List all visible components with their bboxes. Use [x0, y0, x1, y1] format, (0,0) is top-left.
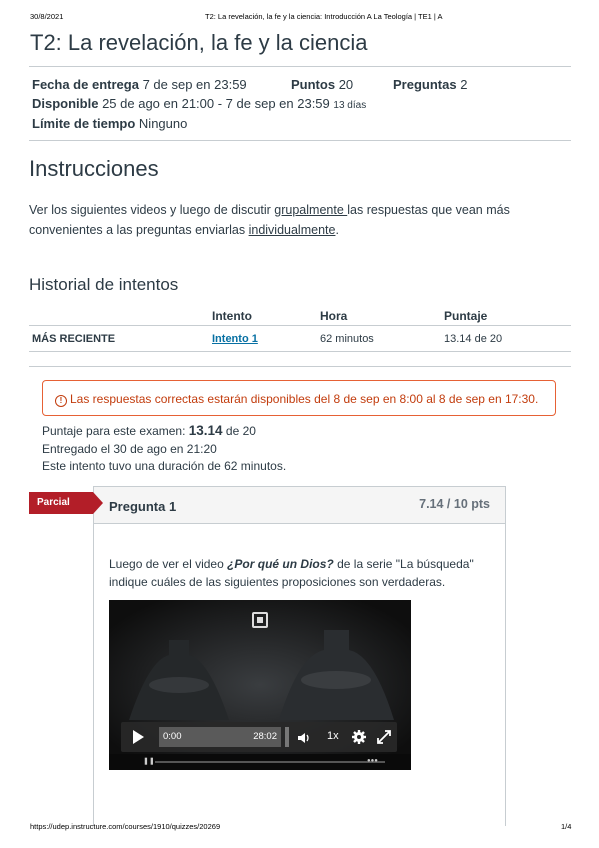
question-text-2: de la serie "La búsqueda" indique cuáles de las siguientes proposiciones son verdaderas.: [109, 557, 474, 589]
points: [291, 77, 353, 92]
partial-tag-label: Parcial: [37, 497, 70, 508]
time-limit-label: Límite de tiempo: [32, 116, 136, 131]
instructions-text-2: las respuestas que vean más convenientes a las preguntas enviarlas: [29, 203, 510, 237]
partial-tag-arrow: [93, 492, 103, 514]
alert-message: [55, 392, 538, 407]
row-label: MÁS RECIENTE: [32, 333, 116, 345]
column-header-score: Puntaje: [444, 309, 488, 323]
question-text-1: Luego de ver el video: [109, 557, 228, 571]
instructions-text: [29, 200, 574, 240]
time-limit-value: Ninguno: [138, 116, 188, 131]
due-date: [32, 77, 247, 92]
table-row-divider: [29, 351, 571, 352]
instructions-heading: Instrucciones: [29, 156, 159, 181]
duration-time: 28:02: [253, 731, 277, 742]
video-controls: [121, 722, 397, 752]
speed-button[interactable]: 1x: [327, 730, 339, 742]
partial-tag: [29, 492, 93, 514]
answers-availability-alert: [42, 380, 556, 416]
due-label: Fecha de entrega: [32, 77, 139, 92]
available-days: 13 días: [333, 100, 367, 111]
print-date: 30/8/2021: [30, 12, 64, 21]
available-label: Disponible: [32, 96, 99, 111]
divider: [29, 366, 571, 367]
settings-gear-icon[interactable]: [352, 730, 366, 749]
questions-label: Preguntas: [393, 77, 457, 92]
score-suffix: de 20: [222, 424, 256, 438]
print-title: T2: La revelación, la fe y la ciencia: Introducción A La Teología | TE1 | A: [205, 12, 443, 21]
submitted-text: Entregado el 30 de ago en 21:20: [42, 442, 217, 456]
instructions-underlined-1: grupalmente: [274, 203, 348, 217]
popout-icon[interactable]: [252, 612, 268, 628]
progress-end: [285, 727, 289, 747]
availability: [32, 96, 366, 111]
alert-text: Las respuestas correctas estarán disponibles del 8 de sep en 8:00 al 8 de sep en 17:30.: [70, 392, 539, 406]
questions-value: 2: [460, 77, 468, 92]
instructions-underlined-2: individualmente: [248, 223, 336, 237]
attempt-link[interactable]: Intento 1: [212, 333, 258, 345]
footer-url: https://udep.instructure.com/courses/1910/quizzes/20269: [30, 822, 221, 831]
score-value: 13.14: [188, 423, 223, 438]
exam-score: [42, 423, 256, 438]
mini-controls-icon[interactable]: ●●●: [367, 758, 378, 764]
time-limit: [32, 116, 187, 131]
due-value: 7 de sep en 23:59: [142, 77, 247, 92]
play-icon[interactable]: [133, 730, 144, 744]
instructions-text-3: .: [335, 223, 339, 237]
footer-page: 1/4: [561, 822, 572, 831]
page-title: T2: La revelación, la fe y la ciencia: [30, 30, 368, 55]
warning-icon: !: [55, 395, 67, 407]
available-value: 25 de ago en 21:00 - 7 de sep en 23:59: [102, 96, 330, 111]
divider: [29, 140, 571, 141]
history-heading: Historial de intentos: [29, 275, 179, 294]
points-value: 20: [338, 77, 354, 92]
mini-control-bar: [109, 754, 411, 770]
instructions-text-1: Ver los siguientes videos y luego de discutir: [29, 203, 275, 217]
question-header: [94, 487, 505, 524]
divider: [29, 66, 571, 67]
table-header-divider: [29, 325, 571, 326]
volume-icon[interactable]: [297, 731, 311, 749]
row-time: 62 minutos: [320, 333, 374, 345]
questions: [393, 77, 467, 92]
current-time: 0:00: [163, 731, 182, 742]
progress-bar[interactable]: [159, 727, 281, 747]
question-points: 7.14 / 10 pts: [419, 497, 490, 511]
video-title: ¿Por qué un Dios?: [227, 557, 334, 571]
mini-progress-bar[interactable]: [155, 761, 385, 763]
mini-pause-icon[interactable]: ❚❚: [143, 758, 155, 765]
points-label: Puntos: [291, 77, 336, 92]
question-title: Pregunta 1: [109, 499, 177, 514]
question-text: [109, 555, 489, 591]
column-header-attempt: Intento: [212, 309, 252, 323]
fullscreen-icon[interactable]: [377, 730, 391, 749]
video-player[interactable]: [109, 600, 411, 770]
score-prefix: Puntaje para este examen:: [42, 424, 189, 438]
row-score: 13.14 de 20: [444, 333, 503, 345]
column-header-time: Hora: [320, 309, 348, 323]
duration-text: Este intento tuvo una duración de 62 minutos.: [42, 459, 287, 473]
